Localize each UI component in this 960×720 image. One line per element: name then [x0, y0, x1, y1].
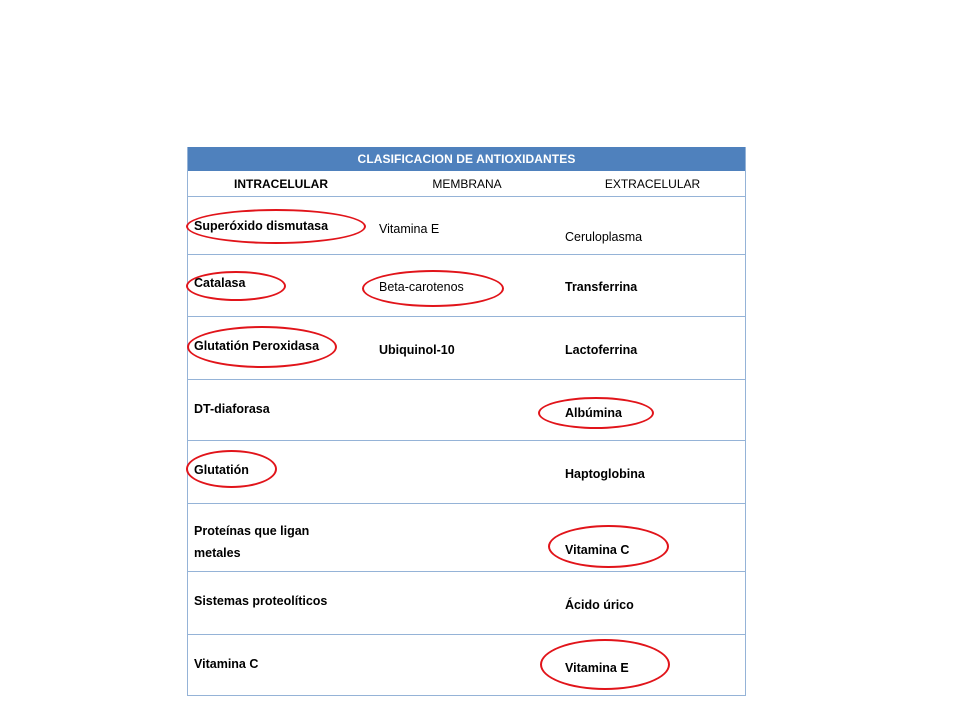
cell-intracelular: Proteínas que ligan metales — [194, 524, 310, 560]
table-row — [188, 197, 745, 255]
table-header-row — [188, 171, 745, 197]
cell-membrana: Vitamina E — [379, 222, 440, 236]
cell-extracelular: Ácido úrico — [565, 598, 634, 612]
table-title: CLASIFICACION DE ANTIOXIDANTES — [188, 147, 745, 171]
cell-extracelular: Vitamina E — [565, 661, 629, 675]
cell-extracelular: Transferrina — [565, 280, 638, 294]
table-row — [188, 317, 745, 380]
header-membrana: MEMBRANA — [432, 176, 502, 191]
cell-membrana: Ubiquinol-10 — [379, 343, 455, 357]
cell-intracelular: Catalasa — [194, 276, 246, 290]
table-row — [188, 572, 745, 635]
cell-extracelular: Ceruloplasma — [565, 230, 643, 244]
table-row — [188, 441, 745, 504]
cell-membrana: Beta-carotenos — [379, 280, 464, 294]
header-intracelular: INTRACELULAR — [234, 176, 328, 191]
header-extracelular: EXTRACELULAR — [604, 176, 701, 191]
table-row — [188, 504, 745, 572]
cell-extracelular: Vitamina C — [565, 543, 630, 557]
cell-intracelular: Glutatión — [194, 463, 249, 477]
antioxidant-classification-table — [187, 147, 746, 696]
cell-intracelular: Sistemas proteolíticos — [194, 594, 328, 608]
cell-extracelular: Albúmina — [565, 406, 622, 420]
cell-intracelular: Vitamina C — [194, 657, 259, 671]
table-row — [188, 255, 745, 317]
cell-intracelular: Superóxido dismutasa — [194, 219, 329, 233]
cell-extracelular: Haptoglobina — [565, 467, 645, 481]
cell-intracelular: DT-diaforasa — [194, 402, 270, 416]
cell-intracelular: Glutatión Peroxidasa — [194, 339, 320, 353]
cell-extracelular: Lactoferrina — [565, 343, 638, 357]
table-row — [188, 380, 745, 441]
table-row — [188, 635, 745, 695]
